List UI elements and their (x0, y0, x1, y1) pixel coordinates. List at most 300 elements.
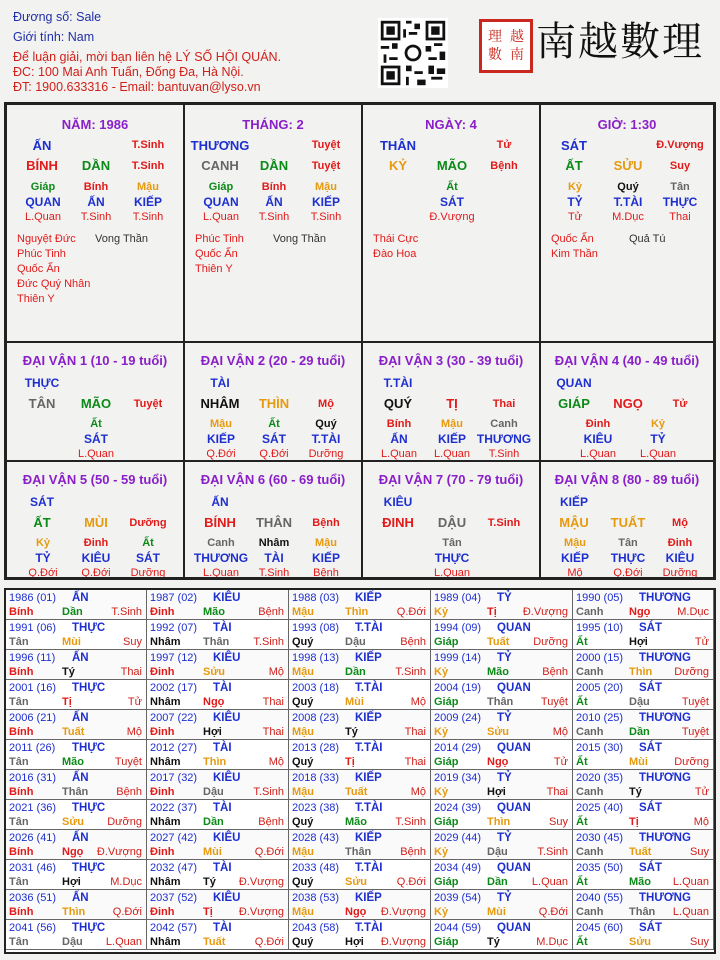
luck-star: THỰC (24, 376, 60, 390)
luck-hidden-stem: Bính (386, 418, 412, 430)
year-branch: Mão (62, 756, 84, 768)
year-stem: Bính (9, 906, 34, 918)
year-branch: Dần (62, 606, 83, 618)
year-stem: Giáp (434, 876, 459, 888)
luck-star: KIÊU (383, 495, 413, 509)
luck-hidden-status: Q.Đới (81, 567, 111, 578)
shensha-item: Đào Hoa (373, 248, 417, 260)
luck-star: ẤN (211, 495, 229, 509)
luck-title: ĐẠI VẬN 6 (60 - 69 tuổi) (200, 472, 346, 487)
year-label: 2032 (47) (150, 862, 198, 874)
year-cell (431, 830, 573, 860)
year-star: SÁT (639, 922, 662, 934)
year-label: 2041 (56) (9, 922, 57, 934)
year-cell (147, 920, 289, 950)
year-cell (289, 800, 431, 830)
luck-stem: TÂN (28, 396, 56, 411)
hidden-star: ẤN (265, 195, 283, 209)
year-cell (147, 710, 289, 740)
year-status: Dưỡng (533, 636, 568, 648)
year-status: Bệnh (400, 636, 426, 648)
year-status: Thai (546, 786, 568, 798)
hidden-status: T.Sinh (258, 211, 290, 223)
year-branch: Tị (487, 606, 497, 618)
hidden-status: Thai (669, 211, 691, 223)
year-status: Đ.Vượng (380, 906, 426, 918)
year-cell (431, 890, 573, 920)
year-label: 2037 (52) (150, 892, 198, 904)
luck-hidden-status: L.Quan (579, 448, 617, 460)
year-status: Suy (549, 816, 568, 828)
year-star: TÀI (213, 922, 232, 934)
luck-hidden-status: Dưỡng (308, 448, 344, 460)
luck-hidden-status: T.Sinh (258, 567, 290, 578)
luck-hidden-stem: Mậu (315, 537, 337, 549)
hidden-star: THỰC (662, 195, 698, 209)
luck-status: Tử (672, 398, 688, 410)
year-star: TỶ (497, 772, 512, 784)
year-status: Q.Đới (538, 906, 568, 918)
hidden-stem: Bính (83, 181, 109, 193)
year-branch: Dần (345, 666, 366, 678)
year-status: Mộ (126, 726, 142, 738)
year-stem: Mậu (292, 906, 314, 918)
hidden-star: T.TÀI (613, 195, 643, 209)
luck-stem: ẤT (33, 515, 51, 530)
year-label: 2030 (45) (576, 832, 624, 844)
luck-hidden-star: KIÊU (583, 432, 613, 446)
luck-hidden-stem: Tân (618, 537, 638, 549)
pillar-branch: DẦN (81, 158, 111, 173)
year-label: 2043 (58) (292, 922, 340, 934)
shensha-item: Phúc Tinh (195, 233, 244, 245)
hidden-status: T.Sinh (80, 211, 112, 223)
year-label: 1989 (04) (434, 592, 482, 604)
luck-branch: TỊ (446, 396, 458, 411)
year-label: 2000 (15) (576, 652, 624, 664)
year-branch: Tý (203, 876, 216, 888)
year-cell (6, 830, 147, 860)
luck-hidden-star: SÁT (84, 432, 108, 446)
year-branch: Tuất (345, 786, 368, 798)
year-branch: Tý (629, 786, 642, 798)
year-label: 1996 (11) (9, 652, 56, 664)
year-stem: Nhâm (150, 756, 181, 768)
year-label: 2012 (27) (150, 742, 198, 754)
luck-hidden-status: T.Sinh (488, 448, 520, 460)
luck-hidden-stem: Canh (207, 537, 235, 549)
year-star: TÀI (213, 682, 232, 694)
year-cell (289, 770, 431, 800)
hidden-status: L.Quan (202, 211, 240, 223)
year-branch: Ngọ (487, 756, 509, 768)
year-stem: Kỷ (434, 846, 449, 858)
luck-hidden-star: ẤN (390, 432, 408, 446)
year-branch: Sửu (487, 726, 510, 738)
luck-stem: MẬU (559, 515, 589, 530)
luck-hidden-status: Q.Đới (259, 448, 289, 460)
year-star: KIÊU (213, 892, 241, 904)
year-status: Đ.Vượng (96, 846, 142, 858)
year-status: L.Quan (672, 876, 709, 888)
year-label: 2019 (34) (434, 772, 482, 784)
year-star: T.TÀI (355, 922, 383, 934)
year-branch: Hợi (345, 936, 364, 948)
luck-cell (6, 461, 184, 578)
luck-title: ĐẠI VẬN 4 (40 - 49 tuổi) (554, 353, 700, 368)
hidden-stem: Quý (617, 181, 639, 193)
year-status: T.Sinh (395, 666, 426, 678)
year-cell (147, 890, 289, 920)
year-stem: Giáp (434, 636, 459, 648)
year-label: 2035 (50) (576, 862, 624, 874)
year-branch: Hợi (203, 726, 222, 738)
pillar-title: NĂM: 1986 (61, 117, 129, 132)
year-star: TÀI (213, 802, 232, 814)
year-branch: Dậu (629, 696, 650, 708)
year-label: 2011 (26) (9, 742, 56, 754)
year-label: 2008 (23) (292, 712, 340, 724)
year-stem: Canh (576, 786, 604, 798)
pillar-stem: KỶ (388, 158, 408, 173)
qr-code-icon[interactable] (378, 18, 448, 88)
luck-status: T.Sinh (487, 517, 521, 529)
luck-hidden-stem: Quý (315, 418, 337, 430)
year-cell (6, 710, 147, 740)
year-stem: Tân (9, 756, 29, 768)
pillar-status: T.Sinh (131, 160, 165, 172)
year-branch: Mão (203, 606, 225, 618)
luck-hidden-stem: Mậu (564, 537, 586, 549)
luck-title: ĐẠI VẬN 2 (20 - 29 tuổi) (200, 353, 346, 368)
year-stem: Kỷ (434, 786, 449, 798)
year-cell (289, 860, 431, 890)
year-branch: Thân (345, 846, 372, 858)
year-status: T.Sinh (253, 636, 284, 648)
year-cell (289, 680, 431, 710)
year-branch: Sửu (345, 876, 368, 888)
year-star: SÁT (639, 862, 662, 874)
year-star: THỰC (72, 622, 106, 634)
year-star: T.TÀI (355, 682, 383, 694)
year-branch: Hợi (62, 876, 81, 888)
year-status: Bệnh (258, 816, 284, 828)
year-status: Tuyệt (681, 696, 709, 708)
year-status: Đ.Vượng (238, 876, 284, 888)
year-star: ẤN (72, 772, 89, 784)
year-cell (431, 800, 573, 830)
luck-hidden-status: Q.Đới (28, 567, 58, 578)
year-stem: Quý (292, 816, 314, 828)
year-status: Tuyệt (681, 726, 709, 738)
year-stem: Quý (292, 756, 314, 768)
year-cell (147, 680, 289, 710)
year-status: L.Quan (105, 936, 142, 948)
year-cell (147, 860, 289, 890)
luck-stem: BÍNH (204, 515, 236, 530)
year-branch: Mùi (345, 696, 364, 708)
year-stem: Kỷ (434, 906, 449, 918)
year-status: M.Dục (677, 606, 709, 618)
year-status: Tuyệt (540, 696, 568, 708)
luck-hidden-star: SÁT (262, 432, 286, 446)
year-status: Q.Đới (396, 606, 426, 618)
luck-stem: GIÁP (558, 396, 590, 411)
year-status: Mộ (693, 816, 709, 828)
year-stem: Kỷ (434, 726, 449, 738)
year-stem: Quý (292, 696, 314, 708)
pillar-stem: ẤT (565, 158, 583, 173)
year-cell (147, 800, 289, 830)
year-label: 2014 (29) (434, 742, 482, 754)
shensha-item: Đức Quý Nhân (17, 278, 91, 290)
year-stem: Ất (576, 936, 588, 948)
year-star: THƯƠNG (639, 772, 691, 784)
year-cell (147, 620, 289, 650)
hidden-stem: Bính (261, 181, 287, 193)
year-label: 2006 (21) (9, 712, 57, 724)
year-cell (147, 740, 289, 770)
year-status: Tử (694, 636, 709, 648)
owner-name: Đương số: Sale (13, 10, 102, 24)
year-branch: Hợi (487, 786, 506, 798)
year-cell (6, 740, 147, 770)
year-star: TÀI (213, 862, 232, 874)
year-star: QUAN (497, 922, 531, 934)
hidden-status: T.Sinh (132, 211, 164, 223)
pillar-star: THÂN (379, 138, 417, 153)
year-cell (573, 770, 714, 800)
year-star: THỰC (72, 682, 106, 694)
year-stem: Kỷ (434, 606, 449, 618)
year-cell (147, 770, 289, 800)
year-status: Suy (123, 636, 142, 648)
year-cell (6, 770, 147, 800)
year-stem: Canh (576, 606, 604, 618)
year-status: Thai (262, 726, 284, 738)
pillar-status: Tuyệt (311, 160, 341, 172)
hidden-star: QUAN (203, 195, 239, 209)
luck-hidden-star: THƯƠNG (193, 551, 249, 565)
luck-cell (540, 342, 714, 461)
year-status: M.Dục (536, 936, 568, 948)
year-cell (431, 680, 573, 710)
luck-title: ĐẠI VẬN 1 (10 - 19 tuổi) (22, 353, 168, 368)
year-cell (573, 650, 714, 680)
year-status: Mộ (410, 696, 426, 708)
shensha-item-2: Vong Thần (95, 233, 149, 245)
year-star: KIẾP (355, 712, 382, 724)
year-star: THỰC (72, 802, 106, 814)
luck-hidden-status: Mộ (567, 567, 583, 578)
year-branch: Dần (629, 726, 650, 738)
year-label: 2017 (32) (150, 772, 198, 784)
hidden-stem: Giáp (30, 181, 56, 193)
year-star: THỰC (72, 742, 106, 754)
luck-branch: MÙI (84, 515, 108, 530)
year-branch: Tuất (62, 726, 85, 738)
shensha-item: Phúc Tinh (17, 248, 66, 260)
hidden-stem: Ất (446, 181, 458, 193)
year-cell (289, 830, 431, 860)
year-stem: Nhâm (150, 876, 181, 888)
luck-hidden-star: KIÊU (665, 551, 695, 565)
year-star: KIẾP (355, 652, 382, 664)
year-branch: Ngọ (345, 906, 367, 918)
luck-hidden-stem: Đinh (585, 418, 611, 430)
year-stem: Bính (9, 666, 34, 678)
year-branch: Thân (629, 906, 656, 918)
year-star: SÁT (639, 682, 662, 694)
year-star: ẤN (72, 832, 89, 844)
luck-hidden-status: L.Quan (433, 448, 471, 460)
year-stem: Giáp (434, 816, 459, 828)
year-label: 1995 (10) (576, 622, 624, 634)
luck-branch: NGỌ (613, 396, 643, 411)
year-stem: Nhâm (150, 816, 181, 828)
year-cell (573, 860, 714, 890)
year-label: 2002 (17) (150, 682, 198, 694)
year-cell (289, 920, 431, 950)
year-star: T.TÀI (355, 742, 383, 754)
year-status: Thai (404, 726, 426, 738)
year-star: TỶ (497, 712, 512, 724)
year-branch: Thìn (629, 666, 653, 678)
luck-hidden-stem: Ất (90, 418, 102, 430)
shensha-item: Kim Thần (551, 248, 598, 260)
year-branch: Tuất (203, 936, 226, 948)
luck-cell (6, 342, 184, 461)
year-branch: Mùi (487, 906, 506, 918)
address: ĐC: 100 Mai Anh Tuấn, Đống Đa, Hà Nội. (13, 65, 244, 79)
year-status: L.Quan (531, 876, 568, 888)
year-branch: Thân (62, 786, 89, 798)
year-stem: Tân (9, 876, 29, 888)
year-star: SÁT (639, 802, 662, 814)
year-stem: Canh (576, 666, 604, 678)
year-cell (6, 680, 147, 710)
year-star: QUAN (497, 802, 531, 814)
year-branch: Mão (487, 666, 509, 678)
hidden-star: QUAN (25, 195, 61, 209)
pillar-branch: SỬU (613, 158, 643, 173)
year-label: 2026 (41) (9, 832, 57, 844)
year-cell (289, 890, 431, 920)
luck-hidden-status: L.Quan (639, 448, 677, 460)
year-status: Suy (690, 846, 709, 858)
hidden-stem: Mậu (137, 181, 159, 193)
year-status: Tử (694, 786, 709, 798)
luck-branch: DẬU (437, 515, 467, 530)
year-label: 2024 (39) (434, 802, 482, 814)
year-status: L.Quan (672, 906, 709, 918)
year-star: THỰC (72, 922, 106, 934)
shensha-item: Nguyệt Đức (17, 233, 76, 245)
phone-email: ĐT: 1900.633316 - Email: bantuvan@lyso.vn (13, 80, 261, 94)
year-stem: Ất (576, 636, 588, 648)
shensha-item: Quốc Ấn (195, 248, 238, 260)
pillar-star-status: T.Sinh (131, 139, 165, 151)
year-stem: Bính (9, 606, 34, 618)
year-status: Q.Đới (254, 936, 284, 948)
pillar-stem: CANH (201, 158, 239, 173)
year-status: Đ.Vượng (522, 606, 568, 618)
year-cell (147, 590, 289, 620)
year-label: 2004 (19) (434, 682, 482, 694)
shensha-item: Thiên Y (17, 293, 55, 305)
year-label: 2036 (51) (9, 892, 57, 904)
pillar-star-status: Đ.Vượng (656, 139, 704, 151)
luck-status: Mộ (318, 398, 334, 410)
year-label: 2045 (60) (576, 922, 624, 934)
hidden-status: Tử (567, 211, 583, 223)
shensha-item-2: Vong Thần (273, 233, 327, 245)
year-status: T.Sinh (395, 816, 426, 828)
year-branch: Sửu (203, 666, 226, 678)
luck-hidden-status: Dưỡng (662, 567, 698, 578)
year-cell (6, 920, 147, 950)
pillar-title: GIỜ: 1:30 (597, 117, 657, 132)
year-branch: Thân (487, 696, 514, 708)
luck-hidden-status: L.Quan (202, 567, 240, 578)
year-cell (573, 920, 714, 950)
year-status: Đ.Vượng (238, 906, 284, 918)
year-stem: Giáp (434, 756, 459, 768)
year-stem: Đinh (150, 606, 175, 618)
year-stem: Tân (9, 816, 29, 828)
luck-hidden-star: THỰC (610, 551, 646, 565)
year-label: 2003 (18) (292, 682, 340, 694)
year-cell (573, 680, 714, 710)
pillar-star-status: Tử (496, 139, 512, 151)
luck-status: Bệnh (312, 517, 340, 529)
year-branch: Thìn (487, 816, 511, 828)
year-label: 1994 (09) (434, 622, 482, 634)
year-status: Dưỡng (674, 666, 709, 678)
luck-hidden-stem: Kỷ (35, 537, 51, 549)
luck-status: Dưỡng (129, 517, 167, 529)
year-stem: Mậu (292, 666, 314, 678)
luck-title: ĐẠI VẬN 7 (70 - 79 tuổi) (378, 472, 524, 487)
year-branch: Tý (487, 936, 500, 948)
pillar-title: THÁNG: 2 (242, 117, 304, 132)
luck-hidden-stem: Ất (268, 418, 280, 430)
luck-hidden-star: KIẾP (311, 551, 341, 565)
luck-hidden-star: THỰC (434, 551, 470, 565)
year-cell (431, 590, 573, 620)
pillar-star: SÁT (561, 138, 587, 153)
luck-hidden-star: THƯƠNG (476, 432, 532, 446)
hidden-status: M.Dục (612, 211, 644, 223)
pillar-status: Bệnh (490, 160, 518, 172)
year-star: KIÊU (213, 832, 241, 844)
year-star: THƯƠNG (639, 592, 691, 604)
year-stem: Kỷ (434, 666, 449, 678)
year-cell (431, 740, 573, 770)
luck-status: Tuyệt (133, 398, 163, 410)
year-branch: Mùi (629, 756, 648, 768)
luck-cell (362, 342, 540, 461)
luck-stem: NHÂM (200, 396, 240, 411)
year-star: TỶ (497, 652, 512, 664)
year-cell (6, 800, 147, 830)
year-branch: Tý (62, 666, 75, 678)
year-status: Bệnh (258, 606, 284, 618)
year-star: ẤN (72, 892, 89, 904)
year-label: 2009 (24) (434, 712, 482, 724)
hidden-star: KIẾP (133, 195, 163, 209)
luck-status: Thai (492, 398, 516, 410)
